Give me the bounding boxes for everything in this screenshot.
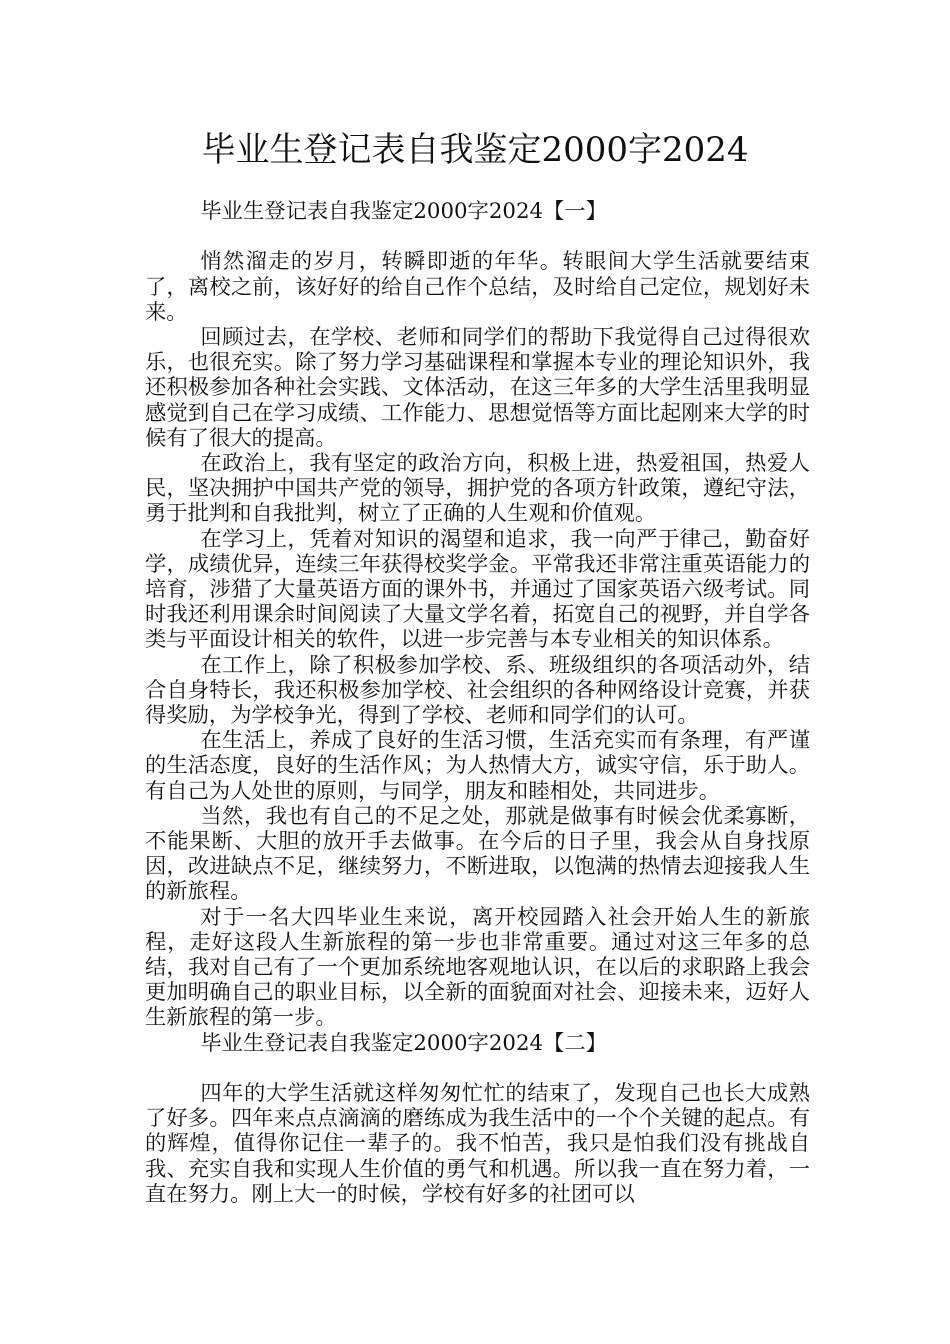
document-title: 毕业生登记表自我鉴定2000字2024 — [201, 130, 749, 170]
section-heading-1: 毕业生登记表自我鉴定2000字2024【一】 — [200, 199, 607, 224]
paragraph: 在学习上，凭着对知识的渴望和追求，我一向严于律己，勤奋好学，成绩优异，连续三年获得校奖学金。平常我还非常注重英语能力的培育，涉猎了大量英语方面的课外书，并通过了国家英语六级考试。同时我还利用课余时间阅读了大量文学名着，拓宽自己的视野，并自学各类与平面设计相关的软件，以进一步完善与本专业相关的知识体系。 — [145, 526, 810, 653]
paragraph: 四年的大学生活就这样匆匆忙忙的结束了，发现自己也长大成熟了好多。四年来点点滴滴的磨练成为我生活中的一个个关键的起点。有的辉煌，值得你记住一辈子的。我不怕苦，我只是怕我们没有挑战自我、充实自我和实现人生价值的勇气和机遇。所以我一直在努力着，一直在努力。刚上大一的时候，学校有好多的社团可以 — [145, 1081, 810, 1207]
paragraph: 在政治上，我有坚定的政治方向，积极上进，热爱祖国，热爱人民，坚决拥护中国共产党的领导，拥护党的各项方针政策，遵纪守法，勇于批判和自我批判，树立了正确的人生观和价值观。 — [145, 451, 810, 527]
paragraph: 对于一名大四毕业生来说，离开校园踏入社会开始人生的新旅程，走好这段人生新旅程的第一步也非常重要。通过对这三年多的总结，我对自己有了一个更加系统地客观地认识，在以后的求职路上我会更加明确自己的职业目标，以全新的面貌面对社会、迎接未来，迈好人生新旅程的第一步。 — [145, 904, 810, 1031]
paragraph: 当然，我也有自己的不足之处，那就是做事有时候会优柔寡断，不能果断、大胆的放开手去做事。在今后的日子里，我会从自身找原因，改进缺点不足，继续努力，不断进取，以饱满的热情去迎接我人生的新旅程。 — [145, 803, 810, 905]
paragraph: 在工作上，除了积极参加学校、系、班级组织的各项活动外，结合自身特长，我还积极参加学校、社会组织的各种网络设计竞赛，并获得奖励，为学校争光，得到了学校、老师和同学们的认可。 — [145, 652, 810, 729]
paragraph: 回顾过去，在学校、老师和同学们的帮助下我觉得自己过得很欢乐，也很充实。除了努力学习基础课程和掌握本专业的理论知识外，我还积极参加各种社会实践、文体活动，在这三年多的大学生活里我明显感觉到自己在学习成绩、工作能力、思想觉悟等方面比起刚来大学的时候有了很大的提高。 — [145, 325, 810, 451]
paragraph: 悄然溜走的岁月，转瞬即逝的年华。转眼间大学生活就要结束了，离校之前，该好好的给自己作个总结，及时给自己定位，规划好未来。 — [145, 249, 810, 325]
spacer — [145, 224, 810, 249]
section-heading-2: 毕业生登记表自我鉴定2000字2024【二】 — [200, 1030, 607, 1056]
paragraph: 在生活上，养成了良好的生活习惯，生活充实而有条理，有严谨的生活态度，良好的生活作风；为人热情大方，诚实守信，乐于助人。有自己为人处世的原则，与同学，朋友和睦相处，共同进步。 — [145, 728, 810, 804]
spacer — [145, 1056, 810, 1081]
document-body — [145, 199, 810, 1207]
